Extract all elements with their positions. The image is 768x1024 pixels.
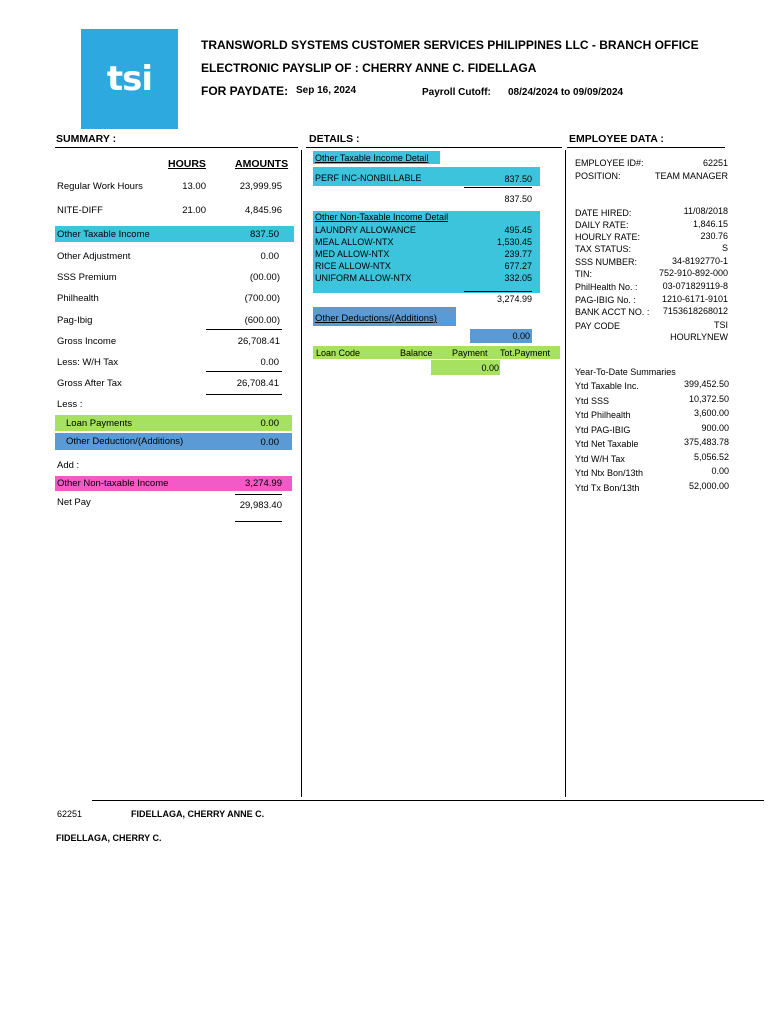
paydate-label: FOR PAYDATE: <box>201 84 289 98</box>
loan-payments-label: Loan Payments <box>66 418 133 429</box>
column-divider-left <box>301 150 302 797</box>
logo-text: tsi <box>106 59 153 99</box>
employee-field-value: 11/08/2018 <box>683 206 728 216</box>
employee-field-value: TSI <box>713 320 728 330</box>
loan-totpayment-header: Tot.Payment <box>500 348 551 358</box>
ytd-label: Ytd PAG-IBIG <box>575 425 631 435</box>
ytd-value: 3,600.00 <box>693 408 729 418</box>
ytd-value: 5,056.52 <box>693 452 729 462</box>
nontax-item-label: RICE ALLOW-NTX <box>315 261 391 271</box>
employee-field-value: S <box>721 243 728 253</box>
employee-field-label: TAX STATUS: <box>575 244 632 254</box>
employee-field-value: 752-910-892-000 <box>658 268 728 278</box>
footer-emp-name: FIDELLAGA, CHERRY ANNE C. <box>131 809 265 819</box>
gross-after-tax-label: Gross After Tax <box>57 378 122 389</box>
philhealth-label: Philhealth <box>57 293 99 304</box>
summary-heading: SUMMARY : <box>56 133 117 145</box>
taxable-item-label: PERF INC-NONBILLABLE <box>315 173 422 183</box>
other-taxable-label: Other Taxable Income <box>57 229 150 240</box>
employee-heading: EMPLOYEE DATA : <box>569 133 664 145</box>
loan-payment-header: Payment <box>452 348 488 358</box>
less-label: Less : <box>57 399 83 410</box>
cutoff-label: Payroll Cutoff: <box>422 87 491 98</box>
other-deduction-label: Other Deduction/(Additions) <box>66 436 184 447</box>
taxable-detail-title: Other Taxable Income Detail <box>315 153 429 163</box>
cutoff-value: 08/24/2024 to 09/09/2024 <box>508 87 624 98</box>
amounts-header: AMOUNTS <box>235 158 289 170</box>
other-adjustment-amount: 0.00 <box>260 251 279 262</box>
footer-rule <box>92 800 764 801</box>
details-heading: DETAILS : <box>309 133 360 145</box>
ytd-label: Ytd Taxable Inc. <box>575 381 639 391</box>
ytd-value: 10,372.50 <box>688 394 729 404</box>
employee-field-label: TIN: <box>575 269 592 279</box>
deductions-total-rule <box>206 329 282 330</box>
employee-field-label: SSS NUMBER: <box>575 257 638 267</box>
nontaxable-rule <box>235 494 282 495</box>
summary-rule <box>55 147 298 148</box>
ytd-label: Ytd SSS <box>575 396 610 406</box>
nontax-rule <box>464 291 532 292</box>
deductions-total: 0.00 <box>512 331 530 341</box>
nite-diff-label: NITE-DIFF <box>57 205 103 216</box>
ytd-label: Ytd Philhealth <box>575 410 631 420</box>
employee-field-value: 03-071829119-8 <box>662 281 728 291</box>
employee-id-label: EMPLOYEE ID#: <box>575 158 644 168</box>
employee-field-label: PAY CODE <box>575 321 621 331</box>
gross-after-tax-amount: 26,708.41 <box>236 378 279 389</box>
position-value: TEAM MANAGER <box>654 171 728 181</box>
ytd-value: 52,000.00 <box>688 481 729 491</box>
ytd-label: Ytd W/H Tax <box>575 454 625 464</box>
taxable-item-amount: 837.50 <box>504 174 532 184</box>
sss-amount: (00.00) <box>249 272 280 283</box>
gross-after-rule <box>206 394 282 395</box>
pagibig-amount: (600.00) <box>244 315 280 326</box>
paydate-value: Sep 16, 2024 <box>296 85 357 96</box>
employee-field-label: DATE HIRED: <box>575 208 632 218</box>
add-label: Add : <box>57 460 80 471</box>
philhealth-amount: (700.00) <box>244 293 280 304</box>
ytd-label: Ytd Net Taxable <box>575 439 639 449</box>
ytd-value: 0.00 <box>711 466 729 476</box>
regular-amount: 23,999.95 <box>239 181 282 192</box>
loan-total: 0.00 <box>481 363 499 373</box>
net-pay-label: Net Pay <box>57 497 91 508</box>
ytd-label: Ytd Tx Bon/13th <box>575 483 640 493</box>
nontax-item-label: MED ALLOW-NTX <box>315 249 390 259</box>
employee-field-value: 1210-6171-9101 <box>661 294 728 304</box>
nontaxable-amount: 3,274.99 <box>245 478 282 489</box>
wtax-amount: 0.00 <box>260 357 279 368</box>
pagibig-label: Pag-Ibig <box>57 315 93 326</box>
deductions-title: Other Deductions/(Additions) <box>315 313 437 324</box>
sss-label: SSS Premium <box>57 272 117 283</box>
nite-diff-amount: 4,845.96 <box>245 205 282 216</box>
employee-field-value: 7153618268012 <box>662 306 728 316</box>
employee-field-value: 1,846.15 <box>692 219 728 229</box>
loan-code-header: Loan Code <box>316 348 361 358</box>
ytd-label: Ytd Ntx Bon/13th <box>575 468 644 478</box>
ytd-value: 399,452.50 <box>683 379 729 389</box>
ytd-value: 900.00 <box>701 423 729 433</box>
other-adjustment-label: Other Adjustment <box>57 251 131 262</box>
nontax-total: 3,274.99 <box>496 294 532 304</box>
nontax-item-label: UNIFORM ALLOW-NTX <box>315 273 412 283</box>
footer-emp-id: 62251 <box>57 809 83 819</box>
wtax-label: Less: W/H Tax <box>57 357 119 368</box>
company-logo <box>81 29 178 129</box>
taxable-total: 837.50 <box>504 194 532 204</box>
gross-income-label: Gross Income <box>57 336 117 347</box>
company-name: TRANSWORLD SYSTEMS CUSTOMER SERVICES PHILIPPINES LLC - BRANCH OFFICE <box>201 38 699 52</box>
nontax-item-amount: 1,530.45 <box>496 237 532 247</box>
net-pay-amount: 29,983.40 <box>239 500 282 511</box>
column-divider-right <box>565 150 566 797</box>
nontax-item-amount: 495.45 <box>504 225 532 235</box>
employee-field-label: DAILY RATE: <box>575 220 629 230</box>
loan-balance-header: Balance <box>400 348 433 358</box>
ytd-value: 375,483.78 <box>683 437 729 447</box>
net-pay-rule <box>235 521 282 522</box>
taxable-rule <box>464 187 532 188</box>
nite-diff-hours: 21.00 <box>182 205 206 216</box>
regular-hours-label: Regular Work Hours <box>57 181 143 192</box>
employee-field-label: PAG-IBIG No. : <box>575 295 636 305</box>
tax-rule <box>206 371 282 372</box>
employee-field-value: 34-8192770-1 <box>671 256 728 266</box>
nontax-item-amount: 239.77 <box>504 249 532 259</box>
nontaxable-label: Other Non-taxable Income <box>57 478 169 489</box>
nontax-item-amount: 332.05 <box>504 273 532 283</box>
other-taxable-amount: 837.50 <box>249 229 279 240</box>
pay-code-type-value: HOURLYNEW <box>670 332 728 342</box>
employee-id-value: 62251 <box>702 158 728 168</box>
nontax-item-label: MEAL ALLOW-NTX <box>315 237 394 247</box>
ytd-title: Year-To-Date Summaries <box>575 367 676 377</box>
gross-income-amount: 26,708.41 <box>237 336 280 347</box>
nontax-item-label: LAUNDRY ALLOWANCE <box>315 225 416 235</box>
position-label: POSITION: <box>575 171 621 181</box>
loan-payments-amount: 0.00 <box>260 418 279 429</box>
regular-hours-value: 13.00 <box>182 181 206 192</box>
employee-rule <box>567 147 725 148</box>
details-rule <box>306 147 562 148</box>
employee-field-label: HOURLY RATE: <box>575 232 641 242</box>
hours-header: HOURS <box>168 158 206 170</box>
employee-field-label: BANK ACCT NO. : <box>575 307 650 317</box>
nontax-detail-title: Other Non-Taxable Income Detail <box>315 212 449 222</box>
other-deduction-amount: 0.00 <box>260 437 279 448</box>
signature-name: FIDELLAGA, CHERRY C. <box>56 833 162 843</box>
employee-field-value: 230.76 <box>700 231 728 241</box>
nontax-item-amount: 677.27 <box>504 261 532 271</box>
employee-field-label: PhilHealth No. : <box>575 282 638 292</box>
payslip-title: ELECTRONIC PAYSLIP OF : CHERRY ANNE C. FIDELLAGA <box>201 61 537 75</box>
